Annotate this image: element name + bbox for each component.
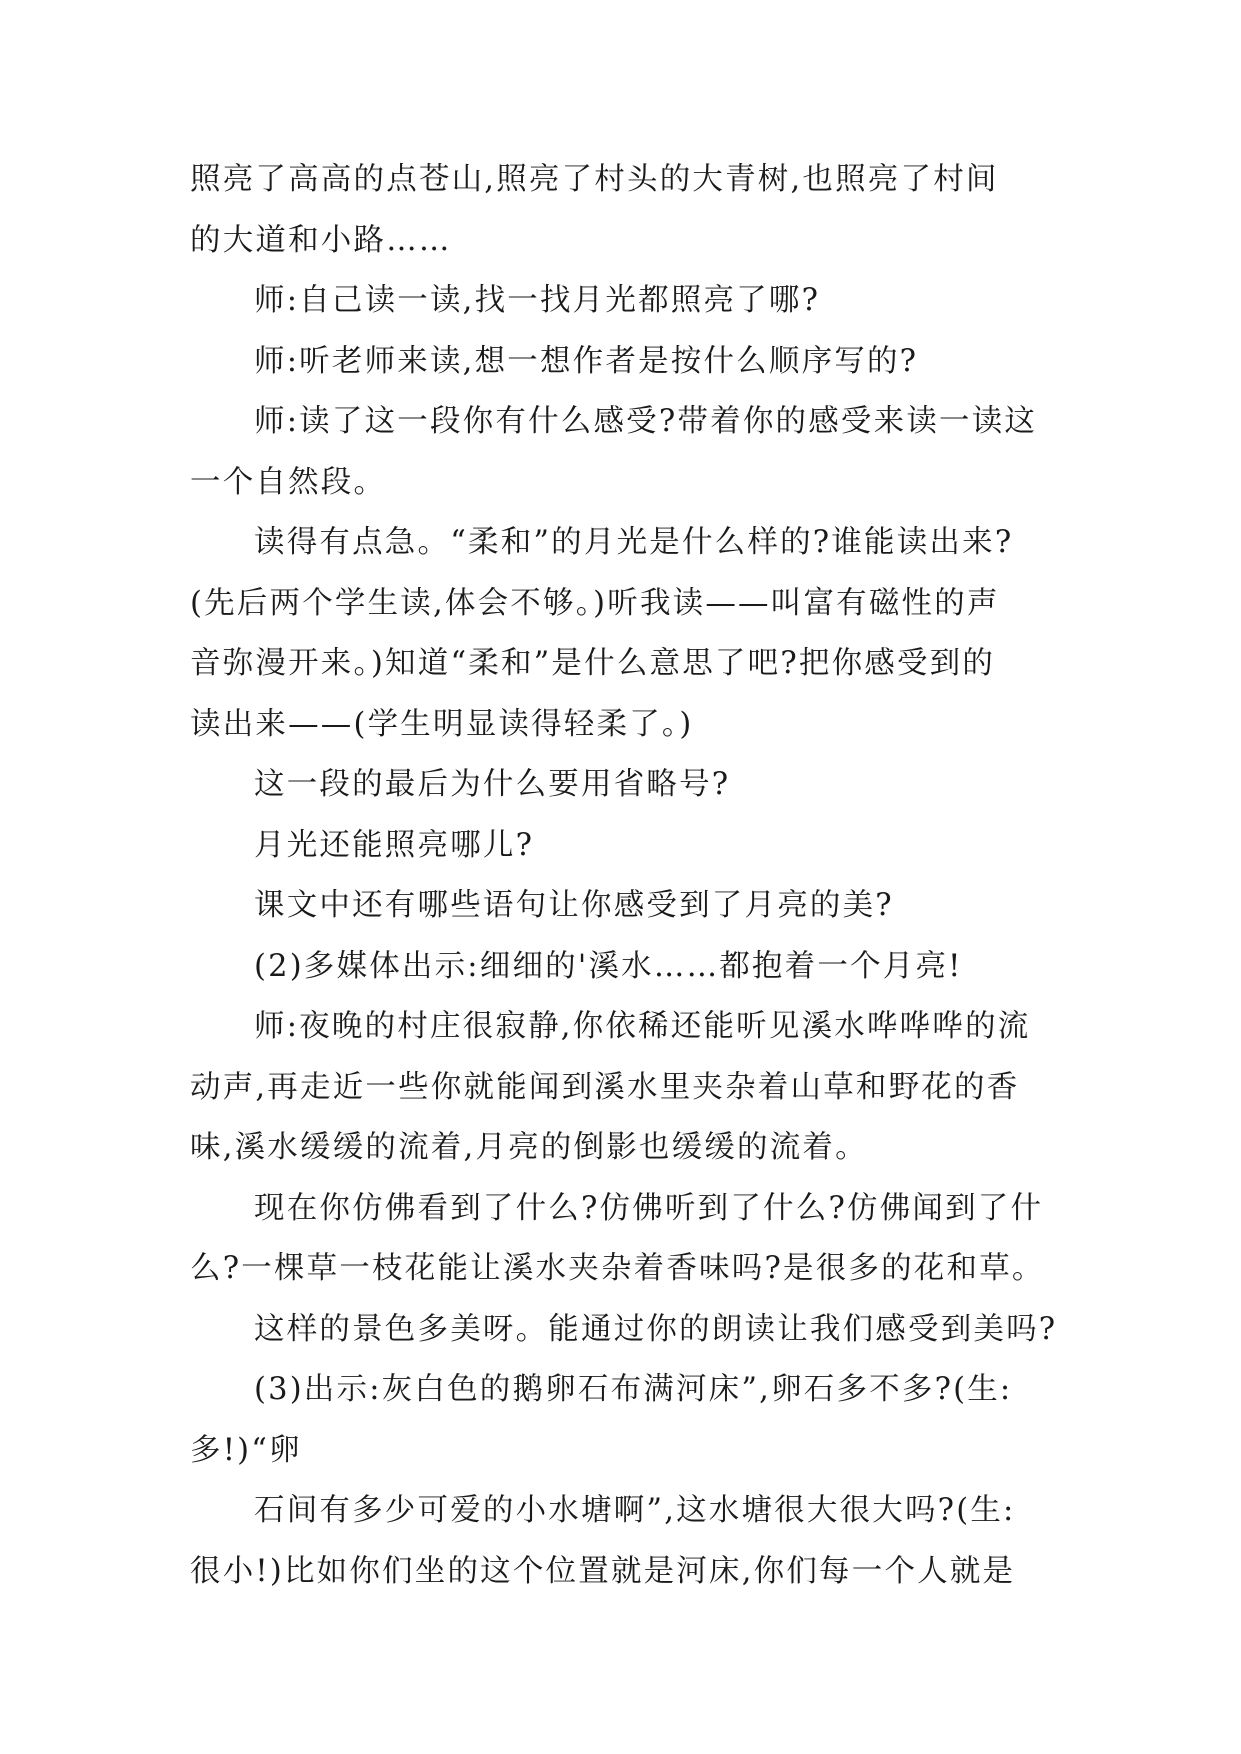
text-line: 的大道和小路……: [190, 222, 452, 258]
paragraph-first-line: 这样的景色多美呀。能通过你的朗读让我们感受到美吗?: [254, 1311, 1058, 1347]
paragraph-first-line: 月光还能照亮哪儿?: [254, 827, 535, 863]
paragraph-first-line: 现在你仿佛看到了什么?仿佛听到了什么?仿佛闻到了什: [254, 1190, 1044, 1226]
text-line: 动声,再走近一些你就能闻到溪水里夹杂着山草和野花的香: [190, 1069, 1020, 1105]
paragraph-first-line: (2)多媒体出示:细细的'溪水……都抱着一个月亮!: [254, 948, 963, 984]
text-line: 么?一棵草一枝花能让溪水夹杂着香味吗?是很多的花和草。: [190, 1251, 1045, 1286]
paragraph-first-line: 师:自己读一读,找一找月光都照亮了哪?: [254, 283, 821, 318]
paragraph-first-line: 石间有多少可爱的小水塘啊”,这水塘很大很大吗?(生:: [254, 1493, 1016, 1528]
text-line: 音弥漫开来。)知道“柔和”是什么意思了吧?把你感受到的: [190, 646, 996, 681]
text-line: 照亮了高高的点苍山,照亮了村头的大青树,也照亮了村间: [190, 162, 999, 197]
text-line: 很小!)比如你们坐的这个位置就是河床,你们每一个人就是: [190, 1553, 1016, 1589]
paragraph-first-line: 课文中还有哪些语句让你感受到了月亮的美?: [254, 888, 894, 923]
paragraph-first-line: 读得有点急。“柔和”的月光是什么样的?谁能读出来?: [254, 525, 1014, 560]
body-text: [190, 150, 1070, 1602]
paragraph-first-line: 师:听老师来读,想一想作者是按什么顺序写的?: [254, 343, 919, 379]
paragraph-first-line: 这一段的最后为什么要用省略号?: [254, 767, 731, 802]
text-line: 多!)“卵: [190, 1432, 302, 1468]
paragraph-first-line: 师:读了这一段你有什么感受?带着你的感受来读一读这: [254, 404, 1038, 439]
text-line: 一个自然段。: [190, 464, 387, 500]
text-line: 味,溪水缓缓的流着,月亮的倒影也缓缓的流着。: [190, 1130, 868, 1165]
paragraph-first-line: (3)出示:灰白色的鹅卵石布满河床”,卵石多不多?(生:: [254, 1372, 1013, 1407]
text-line: 读出来——(学生明显读得轻柔了。): [190, 706, 694, 742]
text-line: (先后两个学生读,体会不够。)听我读——叫富有磁性的声: [190, 585, 1000, 621]
paragraph-first-line: 师:夜晚的村庄很寂静,你依稀还能听见溪水哗哗哗的流: [254, 1009, 1031, 1044]
